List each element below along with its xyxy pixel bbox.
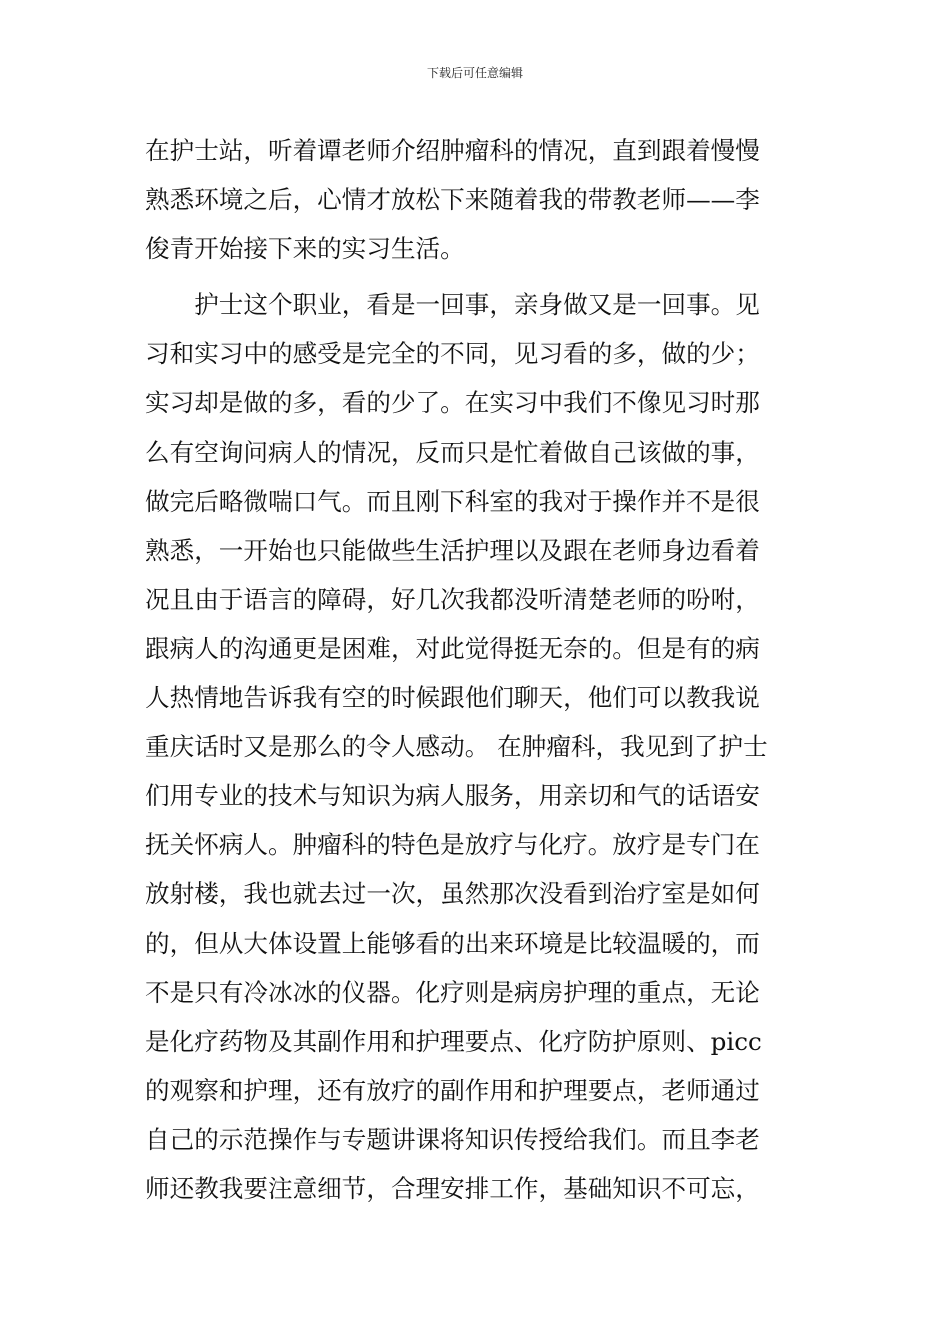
text-line: 跟病人的沟通更是困难，对此觉得挺无奈的。但是有的病 [145, 633, 760, 663]
text-line: 自己的示范操作与专题讲课将知识传授给我们。而且李老 [145, 1124, 760, 1154]
text-line: 况且由于语言的障碍，好几次我都没听清楚老师的吩咐， [145, 584, 760, 614]
document-body [145, 126, 815, 1213]
text-line: 在护士站，听着谭老师介绍肿瘤科的情况，直到跟着慢慢 [145, 136, 760, 165]
text-line: 的，但从大体设置上能够看的出来环境是比较温暖的，而 [145, 928, 760, 958]
text-line: 是化疗药物及其副作用和护理要点、化疗防护原则、picc [145, 1026, 762, 1056]
text-line: 熟悉，一开始也只能做些生活护理以及跟在老师身边看着 [145, 535, 760, 565]
text-line: 做完后略微喘口气。而且刚下科室的我对于操作并不是很 [145, 486, 760, 516]
text-line: 的观察和护理，还有放疗的副作用和护理要点，老师通过 [145, 1075, 760, 1105]
text-line: 护士这个职业，看是一回事，亲身做又是一回事。见 [145, 290, 760, 320]
text-line: 俊青开始接下来的实习生活。 [145, 234, 465, 264]
text-line: 实习却是做的多，看的少了。在实习中我们不像见习时那 [145, 388, 760, 418]
text-line: 么有空询问病人的情况，反而只是忙着做自己该做的事， [145, 437, 760, 467]
text-line: 人热情地告诉我有空的时候跟他们聊天，他们可以教我说 [145, 683, 760, 713]
text-line: 师还教我要注意细节，合理安排工作，基础知识不可忘， [145, 1173, 760, 1203]
text-line: 不是只有冷冰冰的仪器。化疗则是病房护理的重点，无论 [145, 977, 760, 1007]
page-header-note: 下载后可任意编辑 [426, 66, 523, 80]
text-line: 熟悉环境之后，心情才放松下来随着我的带教老师——李 [145, 185, 760, 215]
text-line: 们用专业的技术与知识为病人服务，用亲切和气的话语安 [145, 781, 760, 811]
text-line: 重庆话时又是那么的令人感动。 在肿瘤科，我见到了护士 [145, 732, 768, 762]
text-line: 习和实习中的感受是完全的不同，见习看的多，做的少； [145, 339, 760, 369]
paragraph-gap [145, 273, 815, 280]
text-line: 放射楼，我也就去过一次，虽然那次没看到治疗室是如何 [145, 879, 760, 909]
text-line: 抚关怀病人。肿瘤科的特色是放疗与化疗。放疗是专门在 [145, 830, 760, 860]
